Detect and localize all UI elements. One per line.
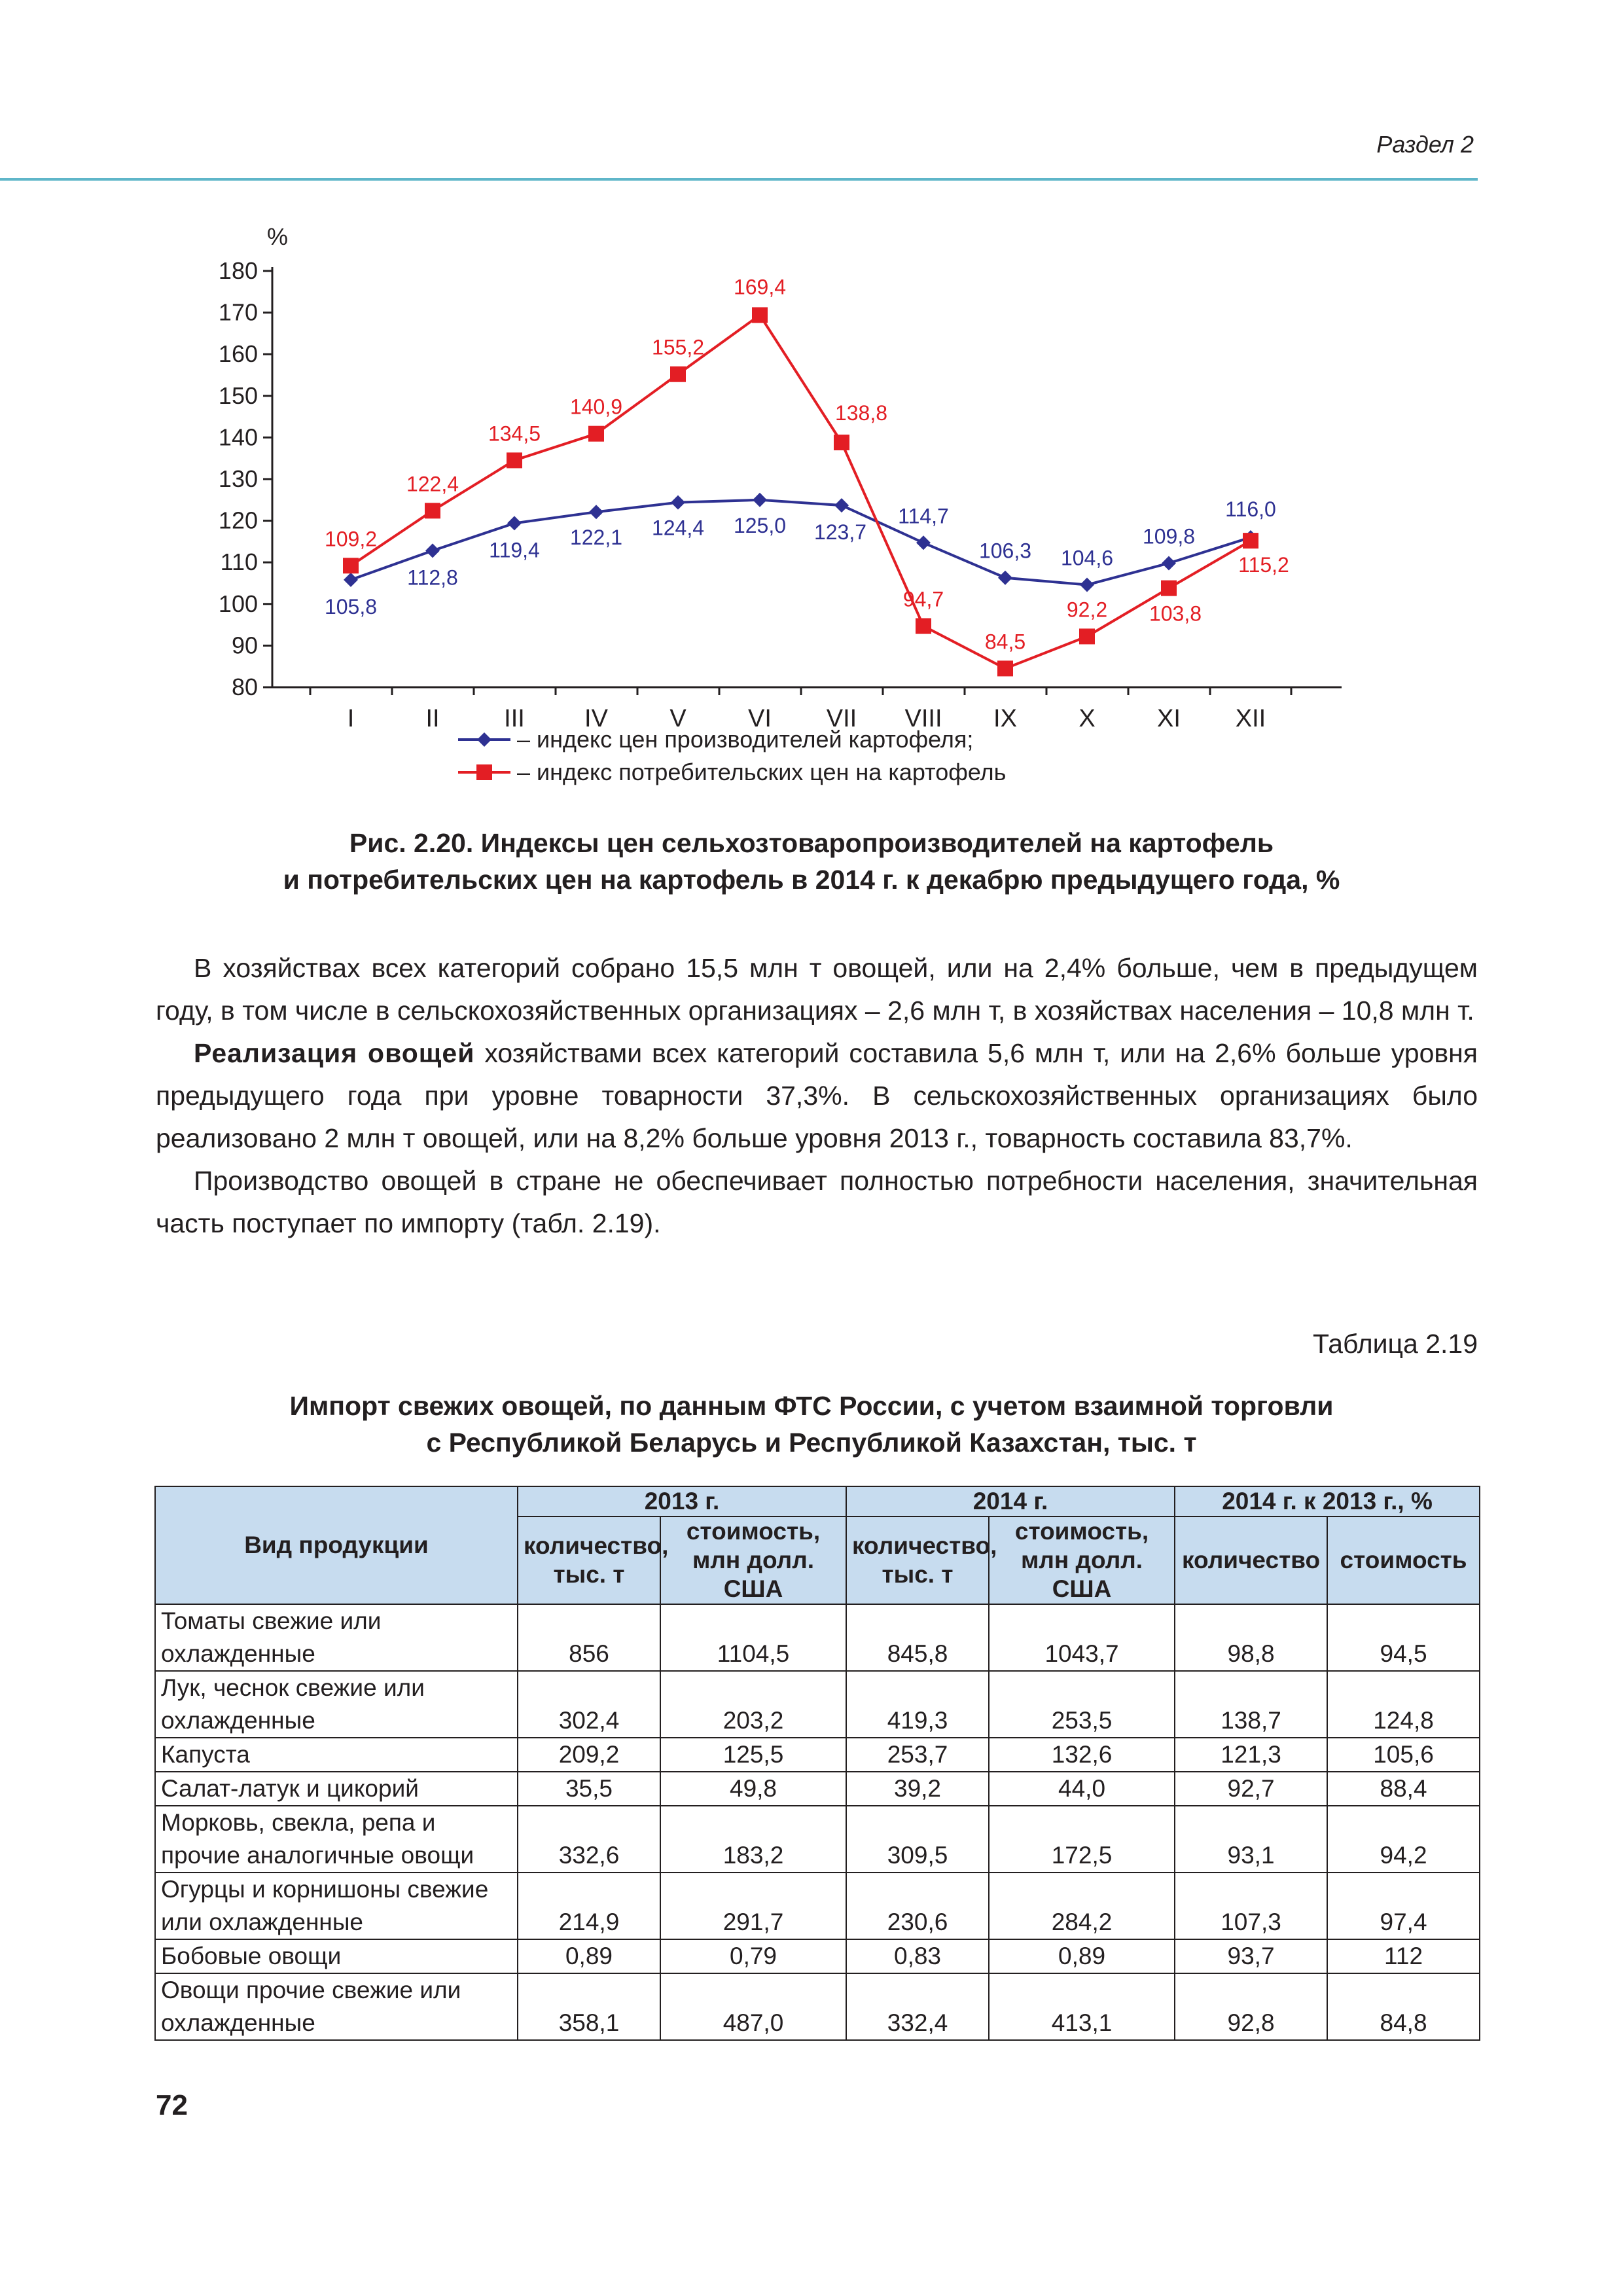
data-point-consumer (1079, 628, 1095, 644)
legend-marker (477, 732, 491, 747)
table-cell-value: 209,2 (518, 1738, 660, 1772)
y-tick-label: 100 (218, 590, 258, 617)
data-point-producer (671, 495, 685, 510)
data-point-producer (753, 493, 767, 507)
table-cell-value: 125,5 (660, 1738, 846, 1772)
paragraph-1: В хозяйствах всех категорий собрано 15,5 млн т овощей, или на 2,4% больше, чем в предыдущем году, в том числе в сельскохозяйственных организациях – 2,6 млн т, в хозяйствах населения – 10,8 млн т. (156, 953, 1478, 1026)
x-tick-label: IV (584, 705, 608, 732)
table-cell-value: 44,0 (989, 1772, 1175, 1806)
data-label: 122,1 (569, 526, 623, 550)
table-cell-value: 138,7 (1175, 1671, 1327, 1738)
data-point-consumer (1161, 581, 1177, 596)
table-title (157, 1388, 1466, 1461)
table-cell-product: Лук, чеснок свежие или охлажденные (155, 1671, 518, 1738)
data-label: 94,7 (902, 587, 944, 611)
table-cell-product: Салат-латук и цикорий (155, 1772, 518, 1806)
data-label: 125,0 (733, 513, 787, 537)
table-cell-value: 302,4 (518, 1671, 660, 1738)
table-cell-value: 35,5 (518, 1772, 660, 1806)
table-cell-value: 84,8 (1327, 1973, 1480, 2040)
data-point-consumer (670, 367, 686, 382)
data-label: 134,5 (488, 422, 541, 446)
data-label: 169,4 (733, 275, 787, 299)
table-row (155, 1738, 1480, 1772)
section-label: Раздел 2 (1376, 131, 1474, 158)
legend-marker (476, 764, 492, 780)
y-tick-label: 180 (218, 257, 258, 284)
table-cell-value: 253,7 (846, 1738, 989, 1772)
data-label: 105,8 (324, 594, 378, 619)
x-tick-label: XII (1235, 705, 1266, 732)
table-cell-value: 93,1 (1175, 1806, 1327, 1873)
table-row (155, 1671, 1480, 1738)
paragraph-2-bold: Реализация овощей (194, 1038, 475, 1068)
price-index-chart (218, 216, 1374, 805)
table-cell-value: 487,0 (660, 1973, 846, 2040)
data-point-consumer (343, 558, 359, 573)
x-tick-label: VI (748, 705, 772, 732)
table-cell-value: 332,6 (518, 1806, 660, 1873)
y-axis-unit: % (267, 223, 289, 250)
data-label: 104,6 (1060, 546, 1114, 570)
data-point-consumer (588, 426, 604, 442)
body-text (156, 947, 1478, 1245)
x-tick-label: XI (1157, 705, 1181, 732)
header-rule (0, 178, 1478, 181)
data-point-producer (998, 571, 1012, 585)
paragraph-2-rest: хозяйствами всех категорий составила 5,6 млн т, или на 2,6% больше уровня предыдущего года при уровне товарности 37,3%. В сельскохозяйственных организациях было реализовано 2 млн т овощей, или на 8,2% больше уровня 2013 г., товарность составила 83,7%. (156, 1038, 1478, 1153)
data-point-producer (1080, 578, 1094, 592)
header-2014-cost: стоимость, млн долл. США (989, 1516, 1175, 1604)
data-label: 122,4 (406, 472, 459, 496)
x-tick-label: X (1079, 705, 1096, 732)
data-point-consumer (752, 307, 768, 323)
table-cell-value: 291,7 (660, 1873, 846, 1939)
data-label: 109,8 (1142, 524, 1196, 548)
x-tick-label: VIII (904, 705, 942, 732)
table-cell-value: 93,7 (1175, 1939, 1327, 1973)
data-label: 124,4 (651, 516, 705, 540)
header-product: Вид продукции (155, 1486, 518, 1604)
data-label: 123,7 (813, 520, 867, 545)
table-cell-value: 92,7 (1175, 1772, 1327, 1806)
data-point-producer (589, 505, 603, 519)
table-cell-value: 332,4 (846, 1973, 989, 2040)
header-ratio: 2014 г. к 2013 г., % (1175, 1486, 1480, 1516)
table-cell-value: 253,5 (989, 1671, 1175, 1738)
data-label: 114,7 (898, 504, 949, 528)
table-cell-value: 94,5 (1327, 1604, 1480, 1671)
y-tick-label: 140 (218, 423, 258, 451)
data-point-consumer (997, 660, 1013, 676)
y-tick-label: 80 (231, 673, 258, 700)
x-tick-label: V (669, 705, 687, 732)
data-label: 92,2 (1066, 598, 1108, 622)
paragraph-3: Производство овощей в стране не обеспечивает полностью потребности населения, значительная часть поступает по импорту (табл. 2.19). (156, 1166, 1478, 1238)
table-number: Таблица 2.19 (1313, 1329, 1478, 1359)
data-label: 84,5 (984, 630, 1026, 654)
header-ratio-cost: стоимость (1327, 1516, 1480, 1604)
data-point-producer (425, 543, 440, 558)
table-cell-product: Овощи прочие свежие или охлажденные (155, 1973, 518, 2040)
table-row (155, 1973, 1480, 2040)
x-tick-label: I (347, 705, 355, 732)
table-cell-value: 845,8 (846, 1604, 989, 1671)
table-cell-value: 230,6 (846, 1873, 989, 1939)
data-point-producer (507, 516, 522, 530)
table-cell-value: 107,3 (1175, 1873, 1327, 1939)
figure-caption-line-2: и потребительских цен на картофель в 2014 г. к декабрю предыдущего года, % (283, 865, 1340, 895)
data-label: 112,8 (407, 565, 458, 590)
table-cell-value: 88,4 (1327, 1772, 1480, 1806)
table-cell-value: 419,3 (846, 1671, 989, 1738)
data-point-consumer (507, 452, 522, 468)
data-point-producer (834, 498, 849, 512)
legend-label: – индекс потребительских цен на картофель (517, 759, 1007, 785)
table-cell-value: 132,6 (989, 1738, 1175, 1772)
table-row (155, 1806, 1480, 1873)
table-cell-value: 0,89 (518, 1939, 660, 1973)
x-tick-label: III (504, 705, 525, 732)
table-cell-product: Морковь, свекла, репа и прочие аналогичные овощи (155, 1806, 518, 1873)
y-tick-label: 160 (218, 340, 258, 368)
import-table (154, 1486, 1480, 2041)
table-cell-value: 112 (1327, 1939, 1480, 1973)
series-line-producer (351, 500, 1251, 585)
table-cell-value: 203,2 (660, 1671, 846, 1738)
header-2013-qty: количество, тыс. т (518, 1516, 660, 1604)
data-label: 140,9 (569, 395, 623, 419)
table-cell-value: 39,2 (846, 1772, 989, 1806)
table-cell-product: Огурцы и корнишоны свежие или охлажденные (155, 1873, 518, 1939)
table-row (155, 1873, 1480, 1939)
data-label: 115,2 (1238, 553, 1289, 577)
table-row (155, 1939, 1480, 1973)
table-cell-value: 94,2 (1327, 1806, 1480, 1873)
header-ratio-qty: количество (1175, 1516, 1327, 1604)
table-cell-product: Томаты свежие или охлажденные (155, 1604, 518, 1671)
data-point-consumer (1243, 533, 1258, 548)
y-tick-label: 110 (220, 548, 258, 576)
y-tick-label: 120 (218, 507, 258, 534)
data-label: 109,2 (324, 527, 378, 551)
table-cell-value: 97,4 (1327, 1873, 1480, 1939)
table-cell-product: Бобовые овощи (155, 1939, 518, 1973)
table-cell-value: 105,6 (1327, 1738, 1480, 1772)
figure-caption-line-1: Рис. 2.20. Индексы цен сельхозтоваропроизводителей на картофель (349, 828, 1274, 858)
legend-label: – индекс цен производителей картофеля; (517, 726, 974, 753)
table-cell-value: 1043,7 (989, 1604, 1175, 1671)
table-cell-value: 0,83 (846, 1939, 989, 1973)
data-point-consumer (425, 503, 440, 518)
table-cell-product: Капуста (155, 1738, 518, 1772)
table-cell-value: 214,9 (518, 1873, 660, 1939)
header-2014-qty: количество, тыс. т (846, 1516, 989, 1604)
table-cell-value: 98,8 (1175, 1604, 1327, 1671)
table-cell-value: 92,8 (1175, 1973, 1327, 2040)
table-cell-value: 183,2 (660, 1806, 846, 1873)
series-line-consumer (351, 315, 1251, 668)
table-cell-value: 124,8 (1327, 1671, 1480, 1738)
y-tick-label: 130 (218, 465, 258, 492)
header-2014: 2014 г. (846, 1486, 1175, 1516)
table-header-row-1 (155, 1486, 1480, 1516)
page-number: 72 (156, 2089, 188, 2121)
paragraph-2 (156, 1032, 1478, 1160)
table-title-line-2: с Республикой Беларусь и Республикой Казахстан, тыс. т (426, 1427, 1197, 1458)
data-point-producer (1162, 556, 1176, 570)
data-label: 106,3 (978, 539, 1032, 563)
table-cell-value: 49,8 (660, 1772, 846, 1806)
table-cell-value: 121,3 (1175, 1738, 1327, 1772)
data-label: 116,0 (1225, 497, 1276, 522)
table-cell-value: 309,5 (846, 1806, 989, 1873)
data-point-consumer (834, 435, 849, 450)
table-title-line-1: Импорт свежих овощей, по данным ФТС России, с учетом взаимной торговли (289, 1391, 1334, 1421)
data-point-producer (344, 573, 358, 587)
data-point-producer (916, 535, 931, 550)
table-cell-value: 0,89 (989, 1939, 1175, 1973)
table-row (155, 1772, 1480, 1806)
figure-caption (157, 825, 1466, 898)
header-2013: 2013 г. (518, 1486, 846, 1516)
y-tick-label: 150 (218, 382, 258, 409)
x-tick-label: IX (993, 705, 1017, 732)
y-tick-label: 90 (231, 632, 258, 659)
data-point-consumer (916, 619, 931, 634)
table-cell-value: 172,5 (989, 1806, 1175, 1873)
data-label: 119,4 (489, 538, 540, 562)
table-cell-value: 358,1 (518, 1973, 660, 2040)
header-2013-cost: стоимость, млн долл. США (660, 1516, 846, 1604)
data-label: 103,8 (1149, 601, 1202, 626)
table-cell-value: 1104,5 (660, 1604, 846, 1671)
data-label: 155,2 (651, 335, 705, 359)
table-cell-value: 284,2 (989, 1873, 1175, 1939)
x-tick-label: VII (826, 705, 857, 732)
table-row (155, 1604, 1480, 1671)
y-tick-label: 170 (218, 298, 258, 326)
data-label: 138,8 (834, 401, 888, 425)
table-cell-value: 0,79 (660, 1939, 846, 1973)
table-cell-value: 856 (518, 1604, 660, 1671)
table-cell-value: 413,1 (989, 1973, 1175, 2040)
x-tick-label: II (425, 705, 440, 732)
